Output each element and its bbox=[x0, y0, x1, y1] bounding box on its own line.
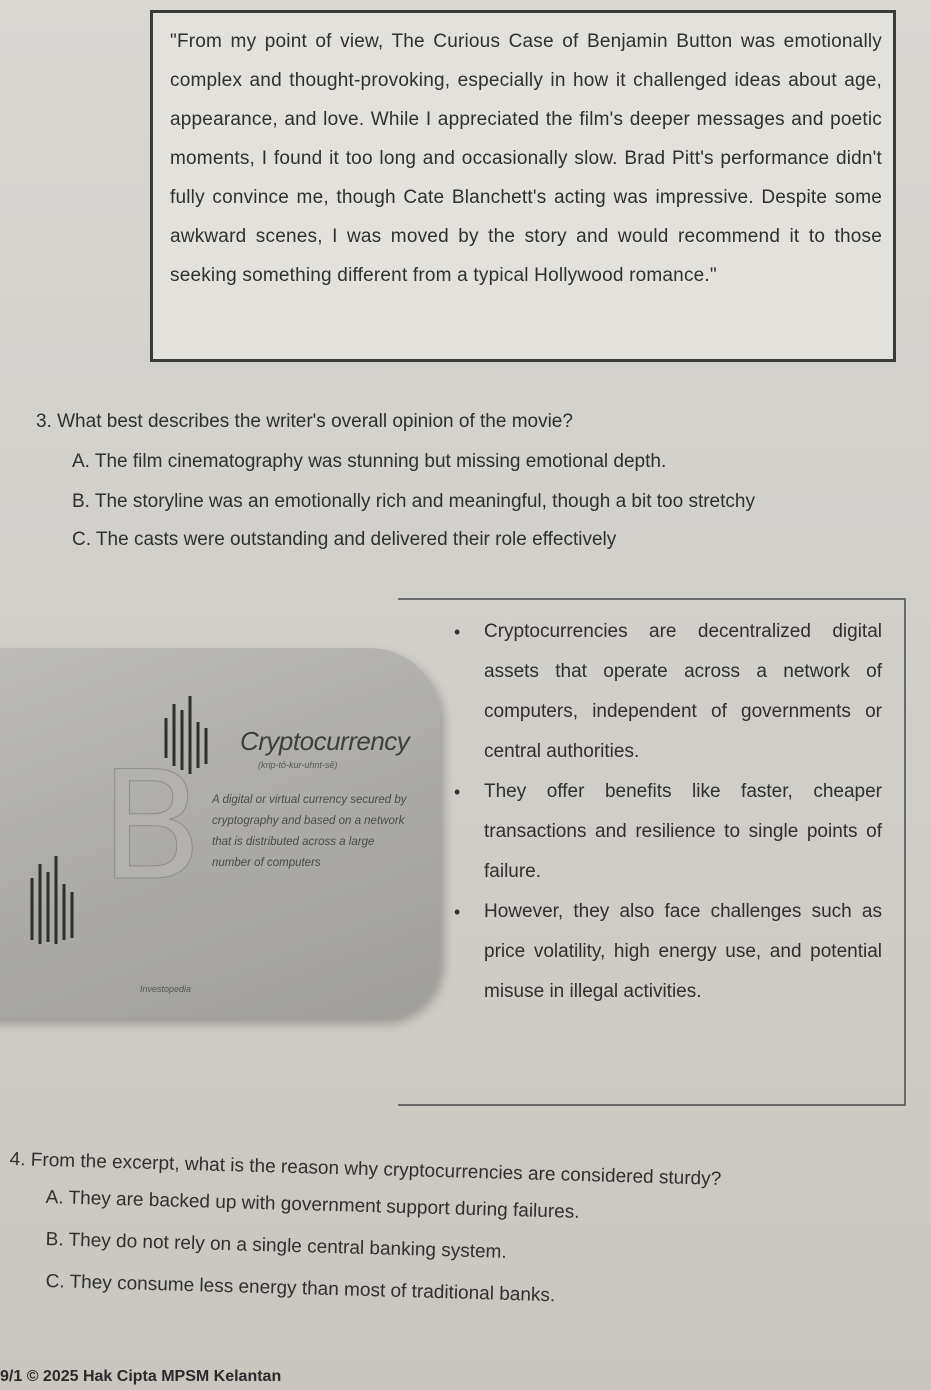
card-phonetic: (krip-tō-kur-uhnt-sē) bbox=[258, 760, 338, 770]
question-3-option-b[interactable]: B. The storyline was an emotionally rich and meaningful, though a bit too stretchy bbox=[72, 491, 755, 512]
card-title: Cryptocurrency bbox=[240, 726, 410, 756]
question-3-option-c[interactable]: C. The casts were outstanding and delivered their role effectively bbox=[72, 529, 617, 550]
question-3-option-a[interactable]: A. The film cinematography was stunning but missing emotional depth. bbox=[72, 451, 667, 472]
bullet-item: • However, they also face challenges such as price volatility, high energy use, and potential misuse in illegal activities. bbox=[484, 892, 882, 1012]
svg-text:B: B bbox=[100, 740, 203, 914]
question-4-option-b[interactable]: B. They do not rely on a single central banking system. bbox=[45, 1228, 507, 1263]
excerpt-bullet-list bbox=[484, 612, 882, 1012]
question-4-stem: 4. From the excerpt, what is the reason why cryptocurrencies are considered sturdy? bbox=[9, 1148, 722, 1190]
question-3-stem: 3. What best describes the writer's overall opinion of the movie? bbox=[36, 411, 573, 432]
question-4-option-c[interactable]: C. They consume less energy than most of traditional banks. bbox=[45, 1270, 556, 1307]
card-definition: A digital or virtual currency secured by cryptography and based on a network that is distributed across a large number of computers bbox=[212, 794, 407, 869]
bullet-item: • They offer benefits like faster, cheaper transactions and resilience to single points of failure. bbox=[484, 772, 882, 892]
investopedia-logo: Investopedia bbox=[140, 984, 192, 994]
copyright-footer: 9/1 © 2025 Hak Cipta MPSM Kelantan bbox=[0, 1368, 282, 1385]
movie-review-quote: "From my point of view, The Curious Case of Benjamin Button was emotionally complex and thought-provoking, especially in how it challenged ideas about age, appearance, and love. While I appreciated the film's deeper messages and poetic moments, I found it too long and occasionally slow. Brad Pitt's performance didn't fully convince me, though Cate Blanchett's acting was impressive. Despite some awkward scenes, I was moved by the story and would recommend it to those seeking something different from a typical Hollywood romance." bbox=[170, 31, 882, 286]
question-4-option-a[interactable]: A. They are backed up with government support during failures. bbox=[45, 1186, 580, 1223]
bullet-item: • Cryptocurrencies are decentralized digital assets that operate across a network of computers, independent of governments or central authorities. bbox=[484, 612, 882, 772]
